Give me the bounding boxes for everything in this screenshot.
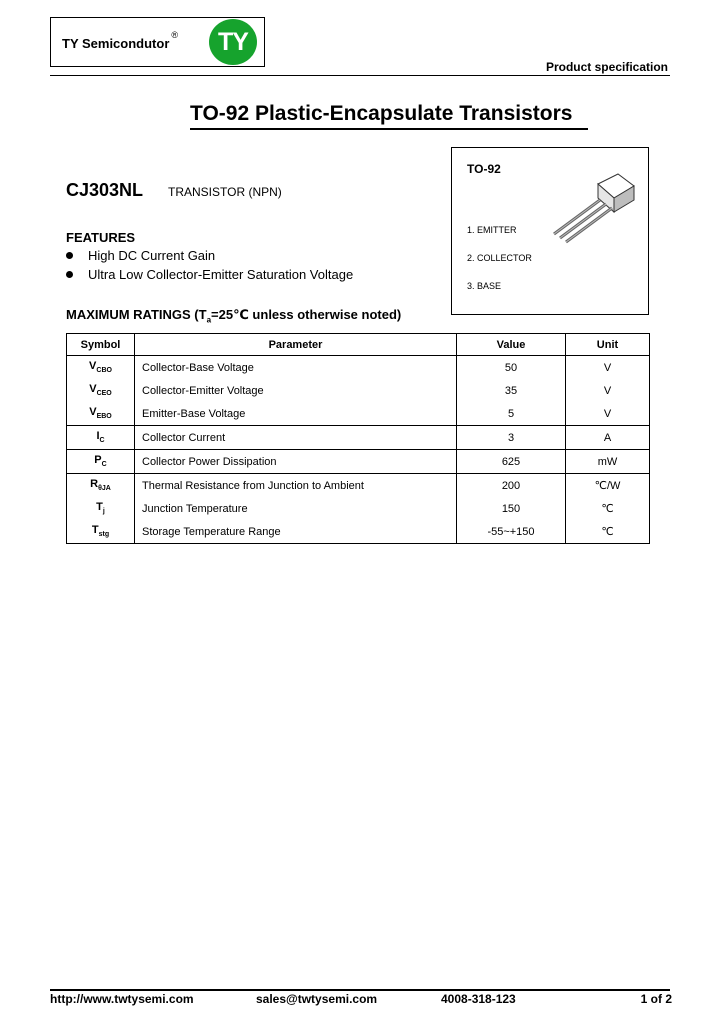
parameter-cell: Collector Power Dissipation: [135, 450, 457, 474]
table-row: [67, 379, 650, 402]
footer-email-link[interactable]: sales@twtysemi.com: [256, 992, 378, 1006]
unit-cell: V: [566, 402, 650, 426]
unit-cell: mW: [566, 450, 650, 474]
footer-rule: [50, 989, 670, 991]
parameter-cell: Thermal Resistance from Junction to Ambient: [135, 474, 457, 498]
value-cell: 35: [457, 379, 566, 402]
pin-base: 3. BASE: [467, 281, 502, 291]
unit-cell: A: [566, 426, 650, 450]
page-title: TO-92 Plastic-Encapsulate Transistors: [190, 102, 573, 125]
pin-emitter: 1. EMITTER: [467, 225, 517, 235]
table-row: [67, 497, 650, 520]
parameter-cell: Emitter-Base Voltage: [135, 402, 457, 426]
parameter-cell: Collector Current: [135, 426, 457, 450]
table-row: [67, 520, 650, 544]
bullet-icon: [66, 271, 73, 278]
symbol-cell: $T_{stg}$: [67, 520, 135, 544]
unit-cell: ℃/W: [566, 474, 650, 498]
feature-item: Ultra Low Collector-Emitter Saturation Voltage: [66, 267, 353, 282]
unit-cell: ℃: [566, 497, 650, 520]
table-row: [67, 402, 650, 426]
table-row: [67, 450, 650, 474]
package-name: TO-92: [467, 162, 501, 176]
value-cell: 625: [457, 450, 566, 474]
part-number: CJ303NL: [66, 180, 144, 200]
max-ratings-table: [66, 333, 650, 544]
col-symbol: Symbol: [67, 334, 135, 356]
features-heading: FEATURES: [66, 230, 136, 245]
brand-name: TY Semicondutor®: [62, 30, 179, 51]
parameter-cell: Storage Temperature Range: [135, 520, 457, 544]
col-unit: Unit: [566, 334, 650, 356]
value-cell: 50: [457, 356, 566, 380]
parameter-cell: Junction Temperature: [135, 497, 457, 520]
parameter-cell: Collector-Emitter Voltage: [135, 379, 457, 402]
value-cell: 3: [457, 426, 566, 450]
product-specification-label: Product specification: [545, 60, 668, 74]
feature-item: High DC Current Gain: [66, 248, 215, 263]
symbol-cell: $V_{EBO}$: [67, 402, 135, 426]
symbol-cell: $T_j$: [67, 497, 135, 520]
title-underline: [190, 128, 588, 130]
value-cell: 5: [457, 402, 566, 426]
ty-logo: TY: [209, 19, 257, 65]
table-row: [67, 356, 650, 380]
registered-mark: ®: [171, 30, 179, 40]
page-number: 1 of 2: [640, 992, 672, 1006]
pin-collector: 2. COLLECTOR: [467, 253, 532, 263]
footer-phone: 4008-318-123: [441, 992, 516, 1006]
footer-website-link[interactable]: http://www.twtysemi.com: [50, 992, 194, 1006]
symbol-cell: $V_{CEO}$: [67, 379, 135, 402]
symbol-cell: $I_C$: [67, 426, 135, 450]
parameter-cell: Collector-Base Voltage: [135, 356, 457, 380]
value-cell: 200: [457, 474, 566, 498]
header-rule: [50, 75, 670, 76]
unit-cell: V: [566, 356, 650, 380]
table-row: [67, 474, 650, 498]
unit-cell: V: [566, 379, 650, 402]
table-row: [67, 426, 650, 450]
symbol-cell: $P_C$: [67, 450, 135, 474]
value-cell: -55~+150: [457, 520, 566, 544]
table-header-row: [67, 334, 650, 356]
bullet-icon: [66, 252, 73, 259]
symbol-cell: $R_{\theta JA}$: [67, 474, 135, 498]
max-ratings-heading: MAXIMUM RATINGS ($T_a=25℃$ unless otherwise noted): [66, 307, 402, 325]
part-type: TRANSISTOR (NPN): [168, 185, 282, 199]
symbol-cell: $V_{CBO}$: [67, 356, 135, 380]
to92-package-icon: [548, 172, 638, 252]
col-parameter: Parameter: [135, 334, 457, 356]
col-value: Value: [457, 334, 566, 356]
value-cell: 150: [457, 497, 566, 520]
unit-cell: ℃: [566, 520, 650, 544]
